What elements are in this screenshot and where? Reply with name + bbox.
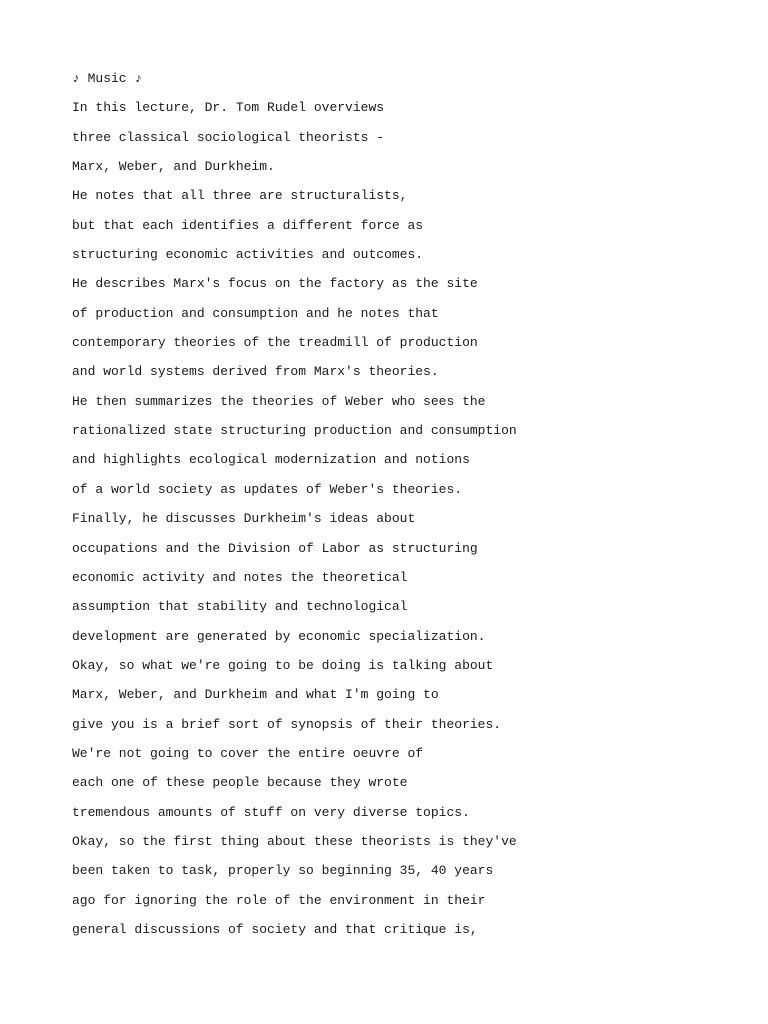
transcript-line: economic activity and notes the theoretical bbox=[72, 569, 408, 585]
transcript-line: In this lecture, Dr. Tom Rudel overviews bbox=[72, 100, 385, 116]
transcript-line: Okay, so the first thing about these theorists is they've bbox=[72, 833, 517, 849]
transcript-line: give you is a brief sort of synopsis of their theories. bbox=[72, 716, 502, 732]
transcript-line: Marx, Weber, and Durkheim. bbox=[72, 159, 275, 175]
transcript-line: occupations and the Division of Labor as structuring bbox=[72, 540, 478, 556]
transcript-line: rationalized state structuring production and consumption bbox=[72, 423, 517, 439]
transcript-line: three classical sociological theorists - bbox=[72, 129, 385, 145]
transcript-line: Okay, so what we're going to be doing is talking about bbox=[72, 657, 494, 673]
transcript-line: We're not going to cover the entire oeuvre of bbox=[72, 745, 424, 761]
transcript-line: been taken to task, properly so beginning 35, 40 years bbox=[72, 863, 494, 879]
transcript-line: contemporary theories of the treadmill of production bbox=[72, 335, 478, 351]
transcript-line: general discussions of society and that critique is, bbox=[72, 921, 478, 937]
transcript-line: structuring economic activities and outcomes. bbox=[72, 247, 424, 263]
transcript-line: of a world society as updates of Weber's theories. bbox=[72, 481, 463, 497]
transcript-line: assumption that stability and technological bbox=[72, 599, 408, 615]
transcript-line: He describes Marx's focus on the factory as the site bbox=[72, 276, 478, 292]
transcript-line: ♪ Music ♪ bbox=[72, 71, 143, 86]
transcript-line: and highlights ecological modernization and notions bbox=[72, 452, 470, 468]
transcript-line: He then summarizes the theories of Weber who sees the bbox=[72, 393, 486, 409]
transcript-line: Marx, Weber, and Durkheim and what I'm going to bbox=[72, 687, 439, 703]
transcript-line: and world systems derived from Marx's theories. bbox=[72, 364, 439, 380]
transcript-line: of production and consumption and he notes that bbox=[72, 305, 439, 321]
transcript-line: Finally, he discusses Durkheim's ideas about bbox=[72, 511, 416, 527]
transcript-line: He notes that all three are structuralists, bbox=[72, 188, 408, 204]
transcript-page bbox=[72, 64, 752, 944]
transcript-line: but that each identifies a different force as bbox=[72, 217, 424, 233]
transcript-line: ago for ignoring the role of the environment in their bbox=[72, 892, 486, 908]
transcript-line: tremendous amounts of stuff on very diverse topics. bbox=[72, 804, 470, 820]
transcript-line: development are generated by economic specialization. bbox=[72, 628, 486, 644]
transcript-line: each one of these people because they wrote bbox=[72, 775, 408, 791]
